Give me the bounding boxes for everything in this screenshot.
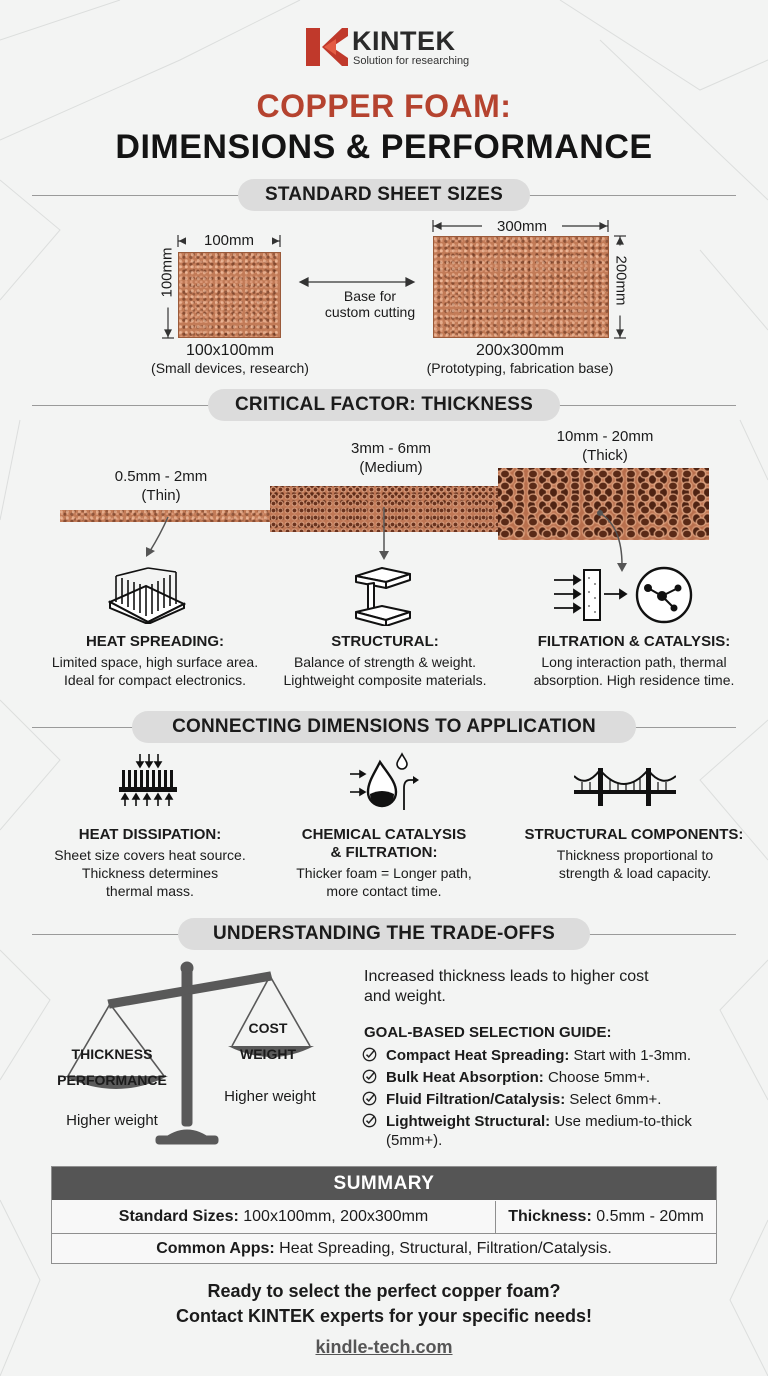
small-sheet-name: 100x100mm	[185, 342, 275, 359]
base-note-line-2: custom cutting	[324, 304, 416, 320]
structural-line-2: Lightweight composite materials.	[283, 672, 487, 688]
brand-logo	[0, 26, 768, 72]
heat-dissipation-line-1: Sheet size covers heat source.	[54, 847, 246, 863]
structural-components-title: STRUCTURAL COMPONENTS:	[524, 826, 744, 843]
guide-item-text: Start with 1-3mm.	[569, 1047, 692, 1064]
section-header-connecting: CONNECTING DIMENSIONS TO APPLICATION	[132, 711, 636, 743]
cta-line-2: Contact KINTEK experts for your specific needs!	[175, 1306, 593, 1326]
guide-item-bold: Compact Heat Spreading:	[386, 1047, 570, 1064]
filtration-title: FILTRATION & CATALYSIS:	[537, 633, 731, 650]
right-pan-label-2: WEIGHT	[240, 1046, 296, 1062]
sheet-dimension-arrows	[0, 220, 768, 350]
catalysis-title-2: & FILTRATION:	[330, 844, 438, 861]
section-header-tradeoffs: UNDERSTANDING THE TRADE-OFFS	[178, 918, 590, 950]
heat-dissipation-title: HEAT DISSIPATION:	[78, 826, 222, 843]
large-copper-sheet	[433, 236, 609, 338]
large-sheet-use: (Prototyping, fabrication base)	[426, 360, 614, 376]
summary-sizes-label: Standard Sizes:	[118, 1208, 239, 1225]
summary-header: SUMMARY	[52, 1167, 716, 1200]
heat-spreading-title: HEAT SPREADING:	[85, 633, 225, 650]
brand-name: KINTEK	[352, 26, 456, 56]
structural-title: STRUCTURAL:	[331, 633, 439, 650]
structural-components-line-2: strength & load capacity.	[558, 865, 712, 881]
guide-item	[366, 1068, 650, 1087]
tradeoff-intro-line-1: Increased thickness leads to higher cost	[364, 968, 649, 985]
droplet-flask-icon	[344, 752, 424, 816]
bridge-icon	[574, 764, 676, 806]
left-pan-label-1: THICKNESS	[71, 1046, 153, 1062]
right-pan-label-1: COST	[248, 1020, 288, 1036]
heat-spreading-line-1: Limited space, high surface area.	[51, 654, 259, 670]
heat-spreading-line-2: Ideal for compact electronics.	[63, 672, 247, 688]
base-note-line-1: Base for	[343, 288, 397, 304]
filter-molecule-icon	[552, 566, 694, 624]
check-circle-icon	[362, 1047, 377, 1062]
thick-range-label: 10mm - 20mm	[556, 428, 654, 445]
summary-thickness-value: 0.5mm - 20mm	[591, 1208, 704, 1225]
heat-dissipation-icon	[116, 752, 182, 808]
summary-thickness-label: Thickness:	[508, 1208, 592, 1225]
guide-item-text: Choose 5mm+.	[543, 1069, 651, 1086]
catalysis-title-1: CHEMICAL CATALYSIS	[301, 826, 467, 843]
guide-item	[366, 1112, 692, 1131]
guide-item	[366, 1090, 661, 1109]
brand-tagline: Solution for researching	[353, 55, 470, 67]
heatsink-icon	[108, 566, 186, 624]
large-sheet-height-label: 200mm	[613, 246, 630, 316]
check-circle-icon	[362, 1069, 377, 1084]
small-sheet-height-label: 100mm	[159, 238, 176, 308]
thin-type-label: (Thin)	[141, 487, 181, 504]
small-sheet-use: (Small devices, research)	[151, 360, 309, 376]
guide-item-bold: Fluid Filtration/Catalysis:	[386, 1091, 566, 1108]
right-pan-caption: Higher weight	[224, 1088, 316, 1105]
small-copper-sheet	[178, 252, 281, 338]
guide-item-bold: Bulk Heat Absorption:	[386, 1069, 544, 1086]
thick-type-label: (Thick)	[582, 447, 628, 464]
summary-apps-label: Common Apps:	[156, 1240, 275, 1257]
heat-dissipation-line-3: thermal mass.	[106, 883, 194, 899]
large-sheet-width-label: 300mm	[482, 218, 562, 235]
large-sheet-name: 200x300mm	[475, 342, 565, 359]
catalysis-line-2: more contact time.	[326, 883, 442, 899]
guide-item-text: Select 6mm+.	[565, 1091, 662, 1108]
medium-type-label: (Medium)	[359, 459, 423, 476]
heat-dissipation-line-2: Thickness determines	[81, 865, 219, 881]
filtration-line-2: absorption. High residence time.	[533, 672, 735, 688]
guide-item-text: Use medium-to-thick	[550, 1113, 692, 1130]
section-header-thickness: CRITICAL FACTOR: THICKNESS	[208, 389, 560, 421]
summary-thickness-cell	[496, 1201, 716, 1234]
page-title-line-1: COPPER FOAM:	[256, 88, 512, 124]
page-title-line-2: DIMENSIONS & PERFORMANCE	[115, 128, 653, 166]
structural-components-line-1: Thickness proportional to	[556, 847, 714, 863]
i-beam-icon	[352, 566, 414, 626]
summary-sizes-cell	[52, 1201, 496, 1234]
guide-item-text-continued: (5mm+).	[386, 1132, 443, 1149]
left-pan-caption: Higher weight	[66, 1112, 158, 1129]
cta-line-1: Ready to select the perfect copper foam?	[207, 1281, 561, 1301]
website-link[interactable]: kindle-tech.com	[315, 1337, 453, 1357]
catalysis-line-1: Thicker foam = Longer path,	[296, 865, 472, 881]
section-header-sheet-sizes: STANDARD SHEET SIZES	[238, 179, 530, 211]
guide-item	[366, 1046, 691, 1065]
thin-range-label: 0.5mm - 2mm	[114, 468, 208, 485]
structural-line-1: Balance of strength & weight.	[293, 654, 477, 670]
summary-sizes-value: 100x100mm, 200x300mm	[238, 1208, 429, 1225]
summary-apps-cell	[52, 1233, 716, 1265]
left-pan-label-2: PERFORMANCE	[57, 1072, 167, 1088]
check-circle-icon	[362, 1091, 377, 1106]
summary-table	[51, 1166, 717, 1264]
check-circle-icon	[362, 1113, 377, 1128]
summary-apps-value: Heat Spreading, Structural, Filtration/Catalysis.	[274, 1240, 612, 1257]
small-sheet-width-label: 100mm	[186, 232, 272, 249]
kintek-logo-mark-icon	[306, 28, 348, 66]
medium-range-label: 3mm - 6mm	[351, 440, 431, 457]
selection-guide-title: GOAL-BASED SELECTION GUIDE:	[364, 1024, 612, 1041]
tradeoff-intro-line-2: and weight.	[364, 988, 446, 1005]
guide-item-bold: Lightweight Structural:	[386, 1113, 551, 1130]
filtration-line-1: Long interaction path, thermal	[541, 654, 727, 670]
